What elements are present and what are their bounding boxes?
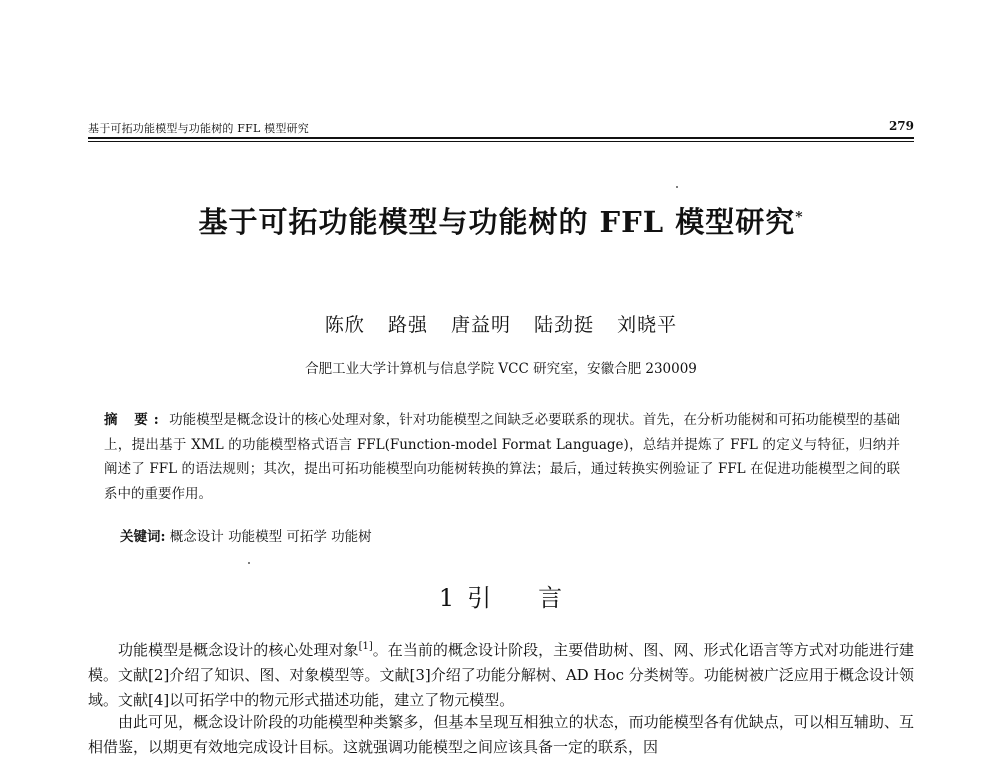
header-rule-thin	[88, 141, 914, 142]
section-title-part2: 言	[538, 584, 564, 612]
paragraph-text: 由此可见，概念设计阶段的功能模型种类繁多，但基本呈现互相独立的状态，而功能模型各有优缺点，可以相互辅助、互相借鉴，以期更有效地完成设计目标。这就强调功能模型之间应该具备一定的联系，因	[88, 713, 914, 756]
paragraph-text	[88, 634, 914, 713]
page-number: 279	[888, 119, 914, 133]
body-paragraph	[88, 634, 914, 713]
running-head-title: 基于可拓功能模型与功能树的 FFL 模型研究	[88, 122, 309, 135]
keywords	[120, 525, 900, 545]
abstract-label: 摘 要:	[104, 412, 165, 428]
paragraph-text-b: 。在当前的概念设计阶段，主要借助树、图、网、形式化语言等方式对功能进行建模。文献[2]介绍了知识、图、对象模型等。文献[3]介绍了功能分解树、AD Hoc 分类树等。功能树被广泛应用于概念设计领域。文献[4]以可拓学中的物元形式描述功能，建立了物元模型。	[88, 641, 914, 709]
section-title-part1: 引	[467, 584, 493, 612]
paragraph-text-a: 功能模型是概念设计的核心处理对象	[118, 641, 359, 659]
title-footnote-mark: *	[795, 209, 804, 226]
keywords-text: 概念设计 功能模型 可拓学 功能树	[169, 529, 372, 545]
scan-speck	[676, 186, 678, 188]
paper-title	[88, 200, 914, 241]
scan-speck	[248, 562, 250, 564]
paper-title-text: 基于可拓功能模型与功能树的 FFL 模型研究	[198, 205, 796, 239]
citation-ref: [1]	[358, 641, 373, 652]
affiliation: 合肥工业大学计算机与信息学院 VCC 研究室，安徽合肥 230009	[305, 361, 697, 377]
body-paragraph	[88, 710, 914, 760]
section-number: 1	[438, 584, 456, 612]
section-heading	[88, 578, 914, 613]
abstract-text: 功能模型是概念设计的核心处理对象，针对功能模型之间缺乏必要联系的现状。首先，在分析功能树和可拓功能模型的基础上，提出基于 XML 的功能模型格式语言 FFL(Function-model Format Language)，总结并提炼了 FFL 的定义与特征，归纳并阐述了 FFL 的语法规则；其次，提出可拓功能模型向功能树转换的算法；最后，通过转换实例验证了 FFL 在促进功能模型之间的联系中的重要作用。	[104, 412, 900, 502]
abstract	[104, 408, 900, 506]
keywords-label: 关键词:	[120, 529, 166, 545]
author-list: 陈欣 路强 唐益明 陆劲挺 刘晓平	[324, 314, 678, 336]
header-rule-thick	[88, 137, 914, 139]
